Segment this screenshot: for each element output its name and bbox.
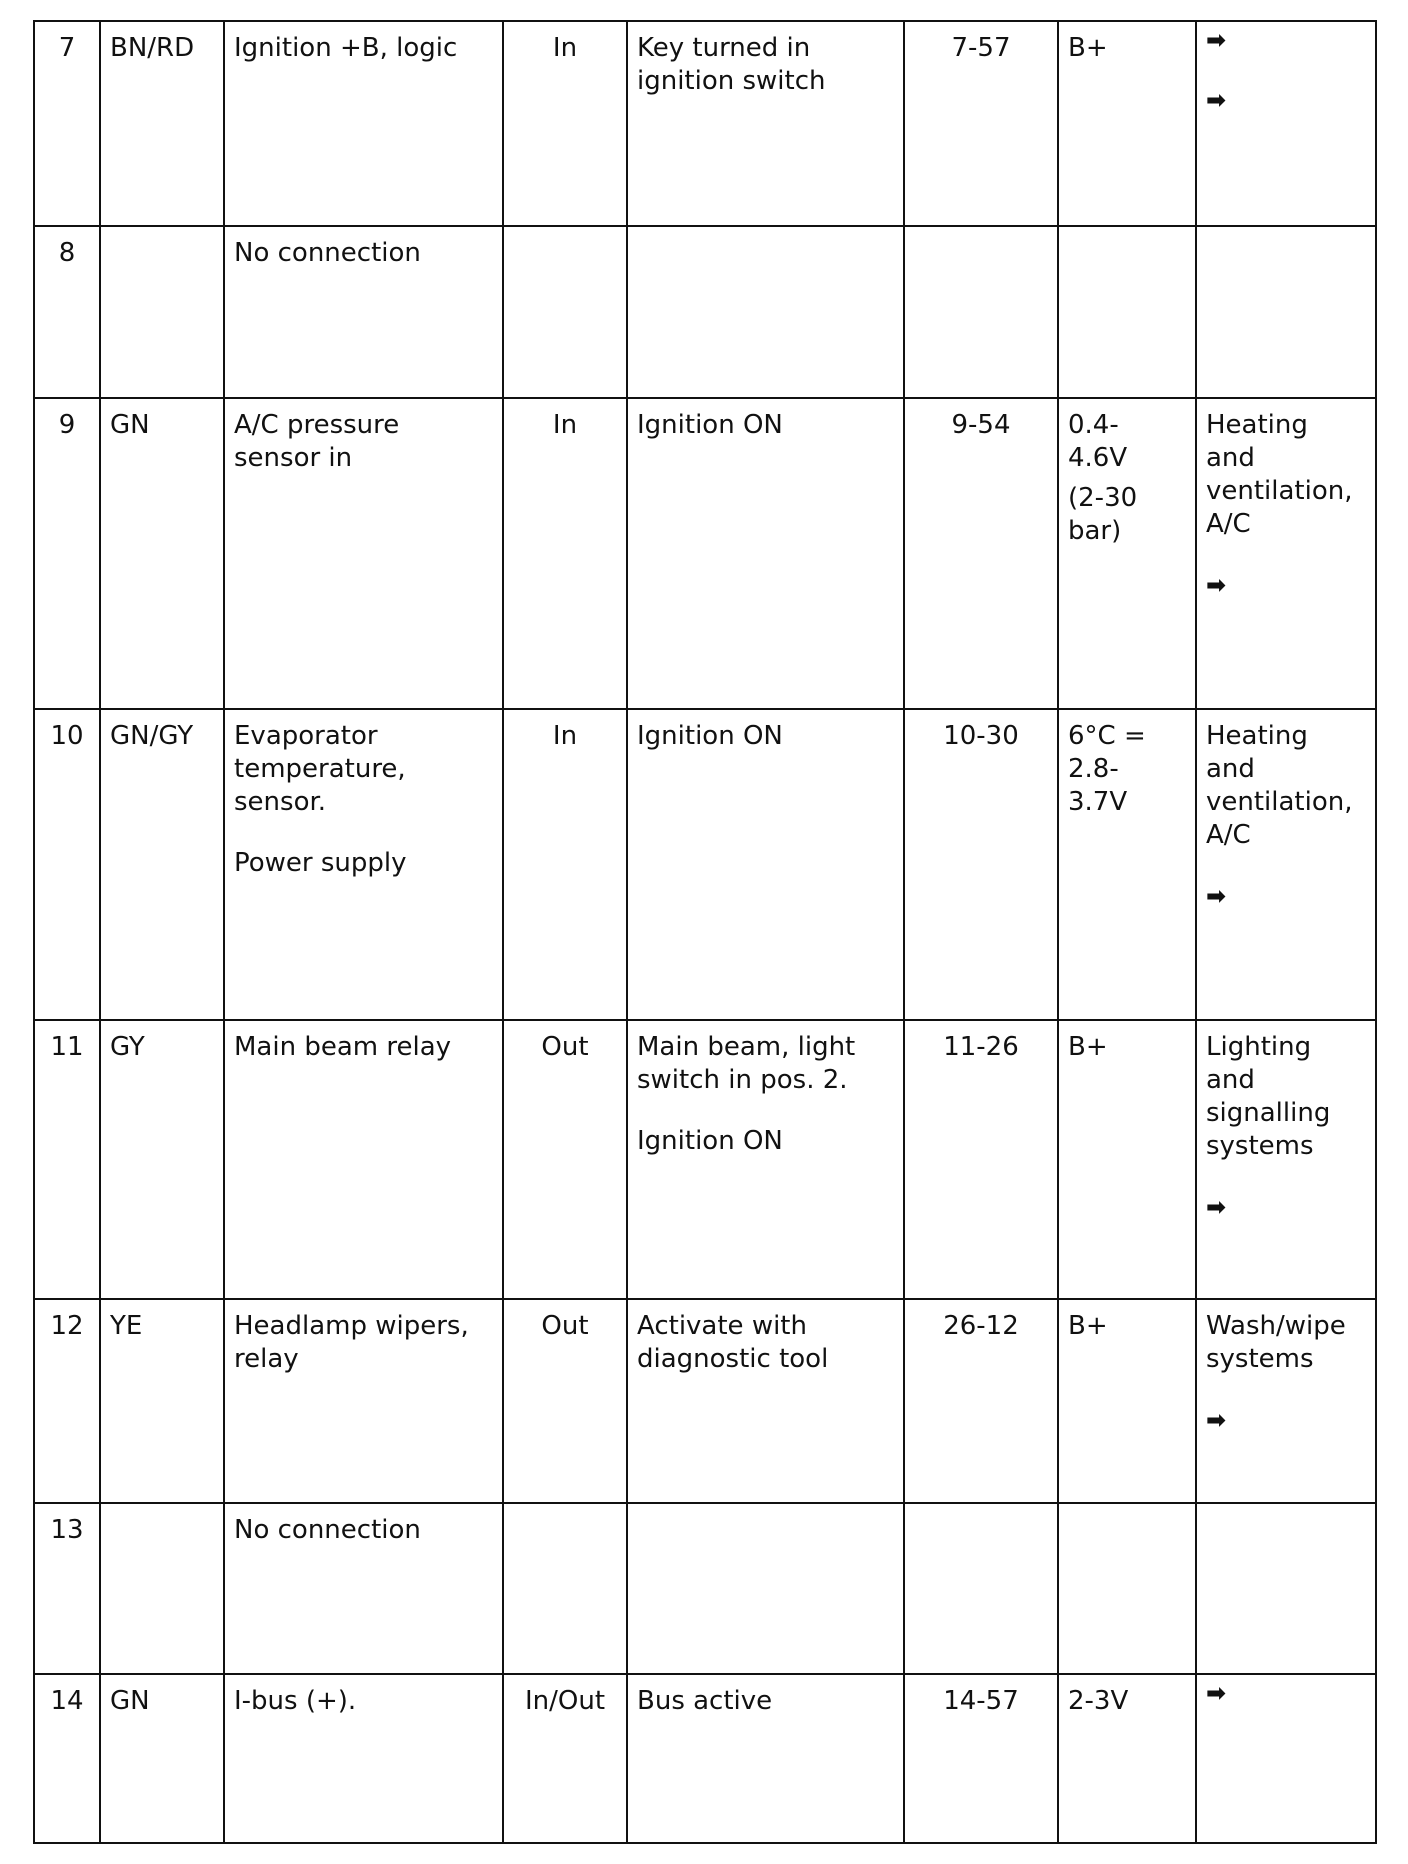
arrow-right-icon[interactable]: ➡ (1206, 1406, 1227, 1434)
reference-cell (1196, 226, 1376, 398)
direction-cell: Out (503, 1020, 627, 1299)
measure-points-cell: 14-57 (904, 1674, 1058, 1843)
nominal-value-cell: B+ (1058, 21, 1196, 226)
description-cell: A/C pressure sensor in (224, 398, 503, 709)
table-row (34, 1503, 1376, 1674)
pin-number-cell: 7 (34, 21, 100, 226)
condition-cell: Key turned in ignition switch (627, 21, 904, 226)
pin-number-cell: 11 (34, 1020, 100, 1299)
description-cell: No connection (224, 1503, 503, 1674)
condition-cell (627, 226, 904, 398)
description-cell: Evaporator temperature, sensor. Power supply (224, 709, 503, 1020)
description-cell: No connection (224, 226, 503, 398)
measure-points-cell: 7-57 (904, 21, 1058, 226)
pin-number-cell: 12 (34, 1299, 100, 1503)
direction-cell (503, 1503, 627, 1674)
direction-cell: In/Out (503, 1674, 627, 1843)
table-row (34, 1020, 1376, 1299)
nominal-value-cell: 0.4- 4.6V (2-30 bar) (1058, 398, 1196, 709)
table-row (34, 398, 1376, 709)
nominal-value-cell (1058, 226, 1196, 398)
wire-color-cell: GN/GY (100, 709, 224, 1020)
condition-cell: Ignition ON (627, 398, 904, 709)
measure-points-cell: 10-30 (904, 709, 1058, 1020)
wire-color-cell: YE (100, 1299, 224, 1503)
condition-cell: Main beam, light switch in pos. 2. Ignition ON (627, 1020, 904, 1299)
reference-cell: Wash/wipe systems ➡ (1196, 1299, 1376, 1503)
wire-color-cell: GN (100, 1674, 224, 1843)
description-cell: I-bus (+). (224, 1674, 503, 1843)
pin-number-cell: 10 (34, 709, 100, 1020)
table-row (34, 1299, 1376, 1503)
nominal-value-cell: 2-3V (1058, 1674, 1196, 1843)
condition-cell: Activate with diagnostic tool (627, 1299, 904, 1503)
reference-cell (1196, 1503, 1376, 1674)
pin-number-cell: 13 (34, 1503, 100, 1674)
table-row (34, 226, 1376, 398)
arrow-right-icon[interactable]: ➡ (1206, 86, 1227, 114)
description-cell: Headlamp wipers, relay (224, 1299, 503, 1503)
reference-cell: Lighting and signalling systems ➡ (1196, 1020, 1376, 1299)
arrow-right-icon[interactable]: ➡ (1206, 571, 1227, 599)
arrow-right-icon[interactable]: ➡ (1206, 882, 1227, 910)
wire-color-cell (100, 226, 224, 398)
arrow-right-icon[interactable]: ➡ (1206, 26, 1227, 54)
wire-color-cell (100, 1503, 224, 1674)
reference-link[interactable]: Wash/wipe (1206, 1311, 1346, 1341)
direction-cell (503, 226, 627, 398)
direction-cell: In (503, 21, 627, 226)
table-row (34, 709, 1376, 1020)
reference-link[interactable]: Lighting (1206, 1032, 1312, 1062)
measure-points-cell: 9-54 (904, 398, 1058, 709)
reference-cell: Heating and ventilation, A/C ➡ (1196, 398, 1376, 709)
arrow-right-icon[interactable]: ➡ (1206, 1679, 1227, 1707)
pin-number-cell: 9 (34, 398, 100, 709)
description-cell: Main beam relay (224, 1020, 503, 1299)
table-row (34, 1674, 1376, 1843)
nominal-value-cell: B+ (1058, 1299, 1196, 1503)
table-row (34, 21, 1376, 226)
pin-number-cell: 8 (34, 226, 100, 398)
direction-cell: In (503, 398, 627, 709)
wire-color-cell: GY (100, 1020, 224, 1299)
nominal-value-cell: 6°C = 2.8- 3.7V (1058, 709, 1196, 1020)
nominal-value-cell: B+ (1058, 1020, 1196, 1299)
reference-link[interactable]: Heating (1206, 721, 1308, 751)
measure-points-cell: 11-26 (904, 1020, 1058, 1299)
measure-points-cell: 26-12 (904, 1299, 1058, 1503)
wire-color-cell: BN/RD (100, 21, 224, 226)
reference-cell: Heating and ventilation, A/C ➡ (1196, 709, 1376, 1020)
description-cell: Ignition +B, logic (224, 21, 503, 226)
condition-cell (627, 1503, 904, 1674)
reference-cell (1196, 1674, 1376, 1843)
direction-cell: Out (503, 1299, 627, 1503)
measure-points-cell (904, 226, 1058, 398)
measure-points-cell (904, 1503, 1058, 1674)
reference-link[interactable]: Heating (1206, 410, 1308, 440)
arrow-right-icon[interactable]: ➡ (1206, 1193, 1227, 1221)
nominal-value-cell (1058, 1503, 1196, 1674)
wire-color-cell: GN (100, 398, 224, 709)
condition-cell: Ignition ON (627, 709, 904, 1020)
reference-cell (1196, 21, 1376, 226)
condition-cell: Bus active (627, 1674, 904, 1843)
pin-number-cell: 14 (34, 1674, 100, 1843)
direction-cell: In (503, 709, 627, 1020)
pin-assignment-table (33, 20, 1377, 1844)
